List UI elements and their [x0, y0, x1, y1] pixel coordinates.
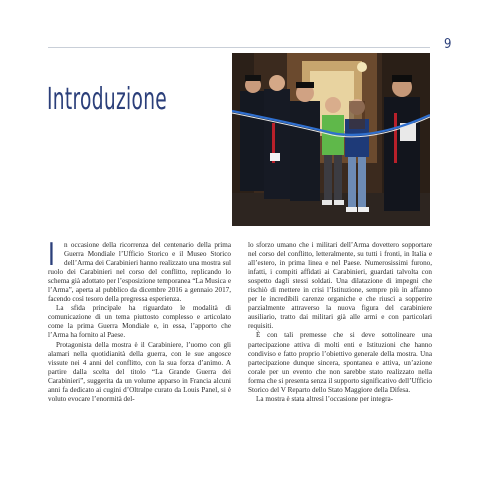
header-rule [48, 47, 430, 48]
paragraph: La mostra è stata altresì l’occasione per integra- [256, 394, 393, 403]
paragraph: Protagonista della mostra è il Carabiniere, l’uomo con gli alamari nella quotidianità della guerra, con le sue angosce vissute nei 4 anni del conflitto, con la sua forza d’animo. A partire dalla scelta del titolo “La Grande Guerra dei Carabinieri”, suggerita da un volume apparso in Francia alcuni anni fa dedicato ai cugini d’Oltralpe curato da Louis Panel, si è voluto evocare l’enormità del- [48, 340, 231, 403]
paragraph: È con tali premesse che si deve sottolineare una partecipazione attiva di molti enti e Istituzioni che hanno condiviso e fatto proprio l’obiettivo generale della mostra. Una partecipazione dunque sincera, spontanea e attiva, un’azione corale per un evento che non sarebbe stato realizzato nella forma che si presenta senza il supporto significativo dell’Ufficio Storico del V Reparto dello Stato Maggiore della Difesa. [248, 331, 432, 394]
paragraph: I n occasione della ricorrenza del centenario della prima Guerra Mondiale l’Ufficio Storico e il Museo Storico dell’Arma dei Carabinieri hanno realizzato una mostra sul ruolo dei Carabinieri nel corso del conflitto, replicando lo schema già adottato per l’esposizione temporanea “La Musica e l’Arma”, aperta al pubblico da dicembre 2016 a gennaio 2017, facendo così tesoro della pregressa esperienza. [48, 237, 231, 304]
drop-cap: I [48, 237, 55, 273]
body-column-left [48, 237, 231, 404]
page-title: Introduzione [47, 82, 168, 117]
ceremony-photo [232, 53, 430, 226]
paragraph: La sfida principale ha riguardato le modalità di comunicazione di un tema piuttosto complesso e articolato come la prima Guerra Mondiale e, in essa, l’apporto che l’Arma ha fornito al Paese. [48, 304, 231, 340]
paragraph: lo sforzo umano che i militari dell’Arma dovettero sopportare nel corso del conflitto, letteralmente, su tutti i fronti, in Italia e all’estero, in prima linea e nel Paese. Numerosissimi furono, infatti, i compiti affidati ai Carabinieri, guardati talvolta con sospetto dagli stessi soldati. Una dilatazione di impegni che rischiò di mettere in crisi l’Istituzione, sempre più in affanno per le incredibili carenze organiche e che riuscì a sopperire parzialmente attraverso la nuova figura del carabiniere ausiliario, tratto dai militari già alle armi e con particolari requisiti. [248, 241, 432, 331]
page-number: 9 [444, 37, 452, 52]
body-column-right [248, 241, 432, 404]
